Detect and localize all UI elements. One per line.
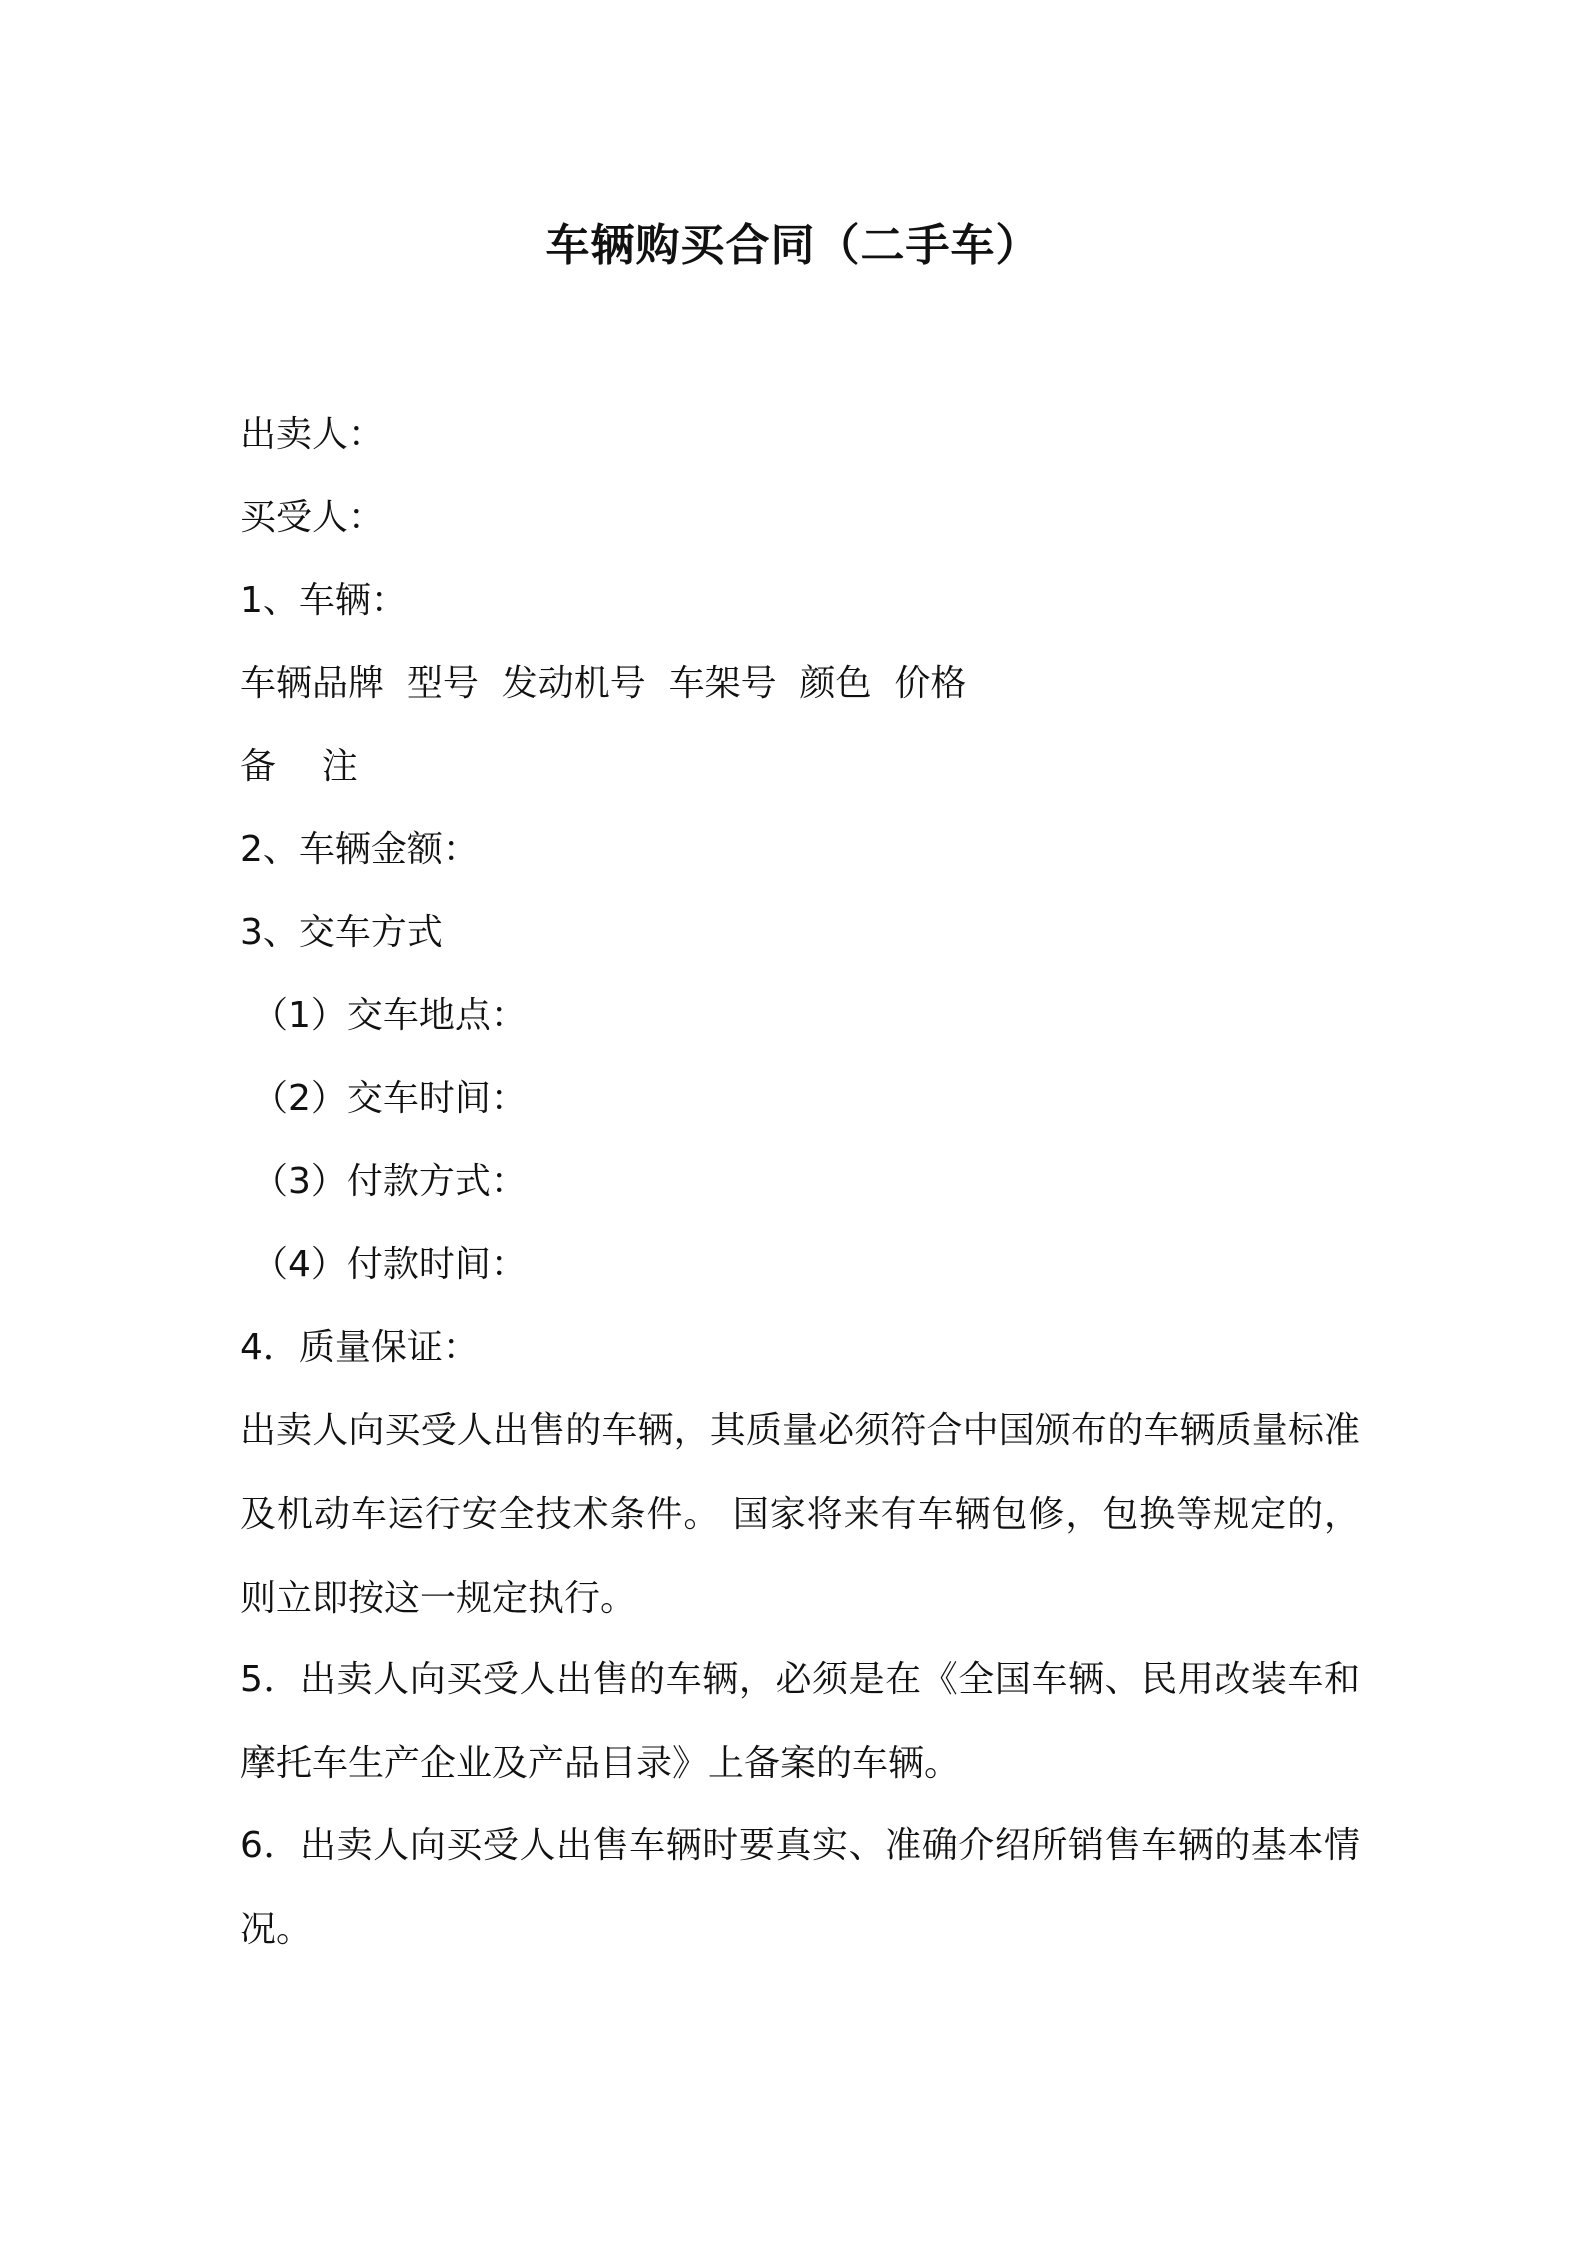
payment-method: （3）付款方式： — [252, 1161, 527, 1202]
delivery-place: （1）交车地点： — [252, 995, 527, 1036]
section-2-heading: 2、车辆金额： — [240, 829, 479, 870]
delivery-time: （2）交车时间： — [252, 1078, 527, 1119]
section-4-heading: 4．质量保证： — [240, 1327, 479, 1368]
section-3-heading: 3、交车方式 — [240, 912, 443, 953]
section-5-body: 5．出卖人向买受人出售的车辆，必须是在《全国车辆、民用改装车和摩托车生产企业及产品目录》上备案的车辆。 — [240, 1659, 1360, 1784]
document-title: 车辆购买合同（二手车） — [545, 220, 1041, 271]
seller-label: 出卖人： — [240, 414, 385, 455]
payment-time: （4）付款时间： — [252, 1244, 527, 1285]
remark-label: 备 注 — [240, 746, 358, 787]
section-1-heading: 1、车辆： — [240, 580, 407, 621]
vehicle-fields: 车辆品牌 型号 发动机号 车架号 颜色 价格 — [240, 663, 967, 704]
section-4-body: 出卖人向买受人出售的车辆，其质量必须符合中国颁布的车辆质量标准及机动车运行安全技术条件。 国家将来有车辆包修，包换等规定的，则立即按这一规定执行。 — [240, 1410, 1360, 1619]
section-6-body: 6．出卖人向买受人出售车辆时要真实、准确介绍所销售车辆的基本情况。 — [240, 1825, 1360, 1950]
buyer-label: 买受人： — [240, 497, 385, 538]
